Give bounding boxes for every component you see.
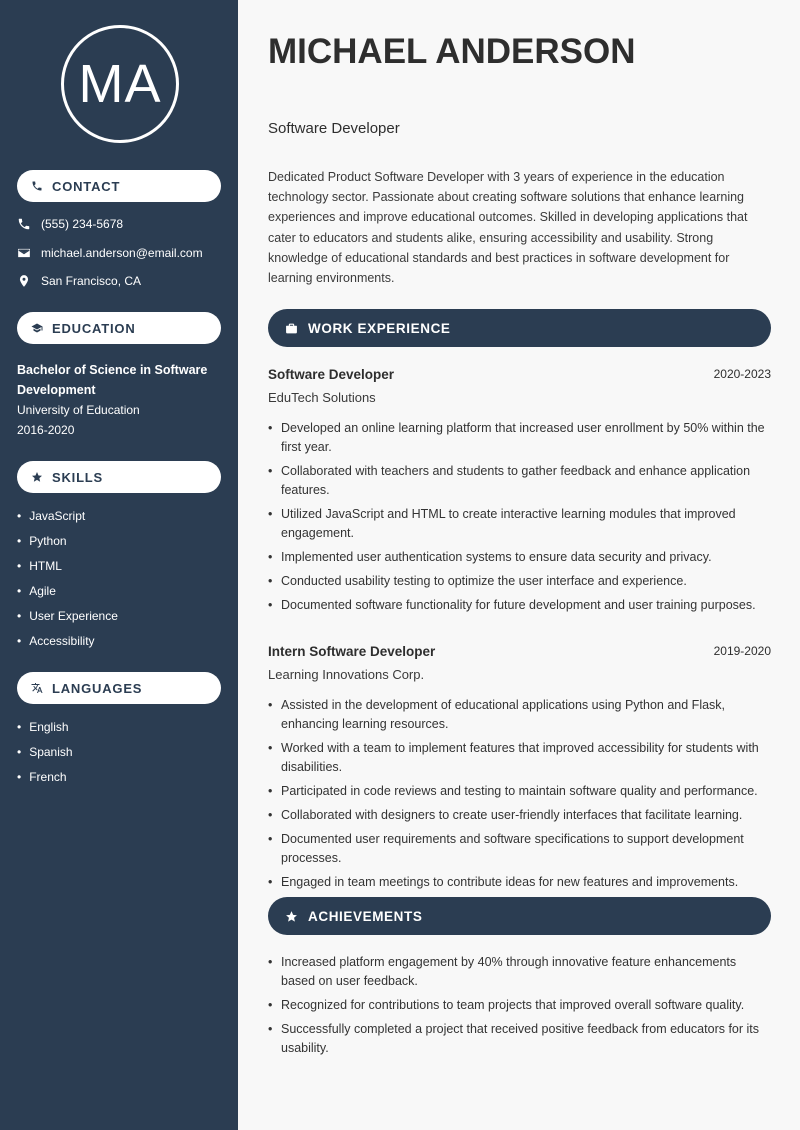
star-icon	[285, 910, 298, 923]
full-name: MICHAEL ANDERSON	[268, 32, 636, 71]
contact-location	[17, 274, 141, 288]
bullet-item: • Conducted usability testing to optimize the user interface and experience.	[268, 572, 771, 591]
job-company: EduTech Solutions	[268, 390, 376, 405]
education-heading-label: EDUCATION	[52, 320, 136, 336]
bullet-item: • Implemented user authentication systems to ensure data security and privacy.	[268, 548, 771, 567]
skills-heading	[17, 461, 221, 493]
skills-heading-label: SKILLS	[52, 469, 104, 485]
job-role: Software Developer	[268, 367, 395, 382]
job-role: Intern Software Developer	[268, 644, 436, 659]
job-title: Software Developer	[268, 120, 400, 137]
email-text: michael.anderson@email.com	[41, 246, 203, 260]
languages-heading-label: LANGUAGES	[52, 680, 143, 696]
contact-email	[17, 246, 203, 260]
achievement-item: • Successfully completed a project that received positive feedback from educators for its usability.	[268, 1020, 771, 1058]
language-item: • English	[17, 720, 73, 745]
contact-heading-label: CONTACT	[52, 178, 121, 194]
bullet-item: • Worked with a team to implement features that improved accessibility for students with disabilities.	[268, 739, 771, 777]
location-pin-icon	[17, 274, 31, 288]
job-bullets	[268, 696, 771, 892]
achievements-heading-label: ACHIEVEMENTS	[308, 908, 423, 924]
star-icon	[31, 471, 43, 483]
job-dates: 2019-2020	[713, 644, 771, 658]
phone-icon	[17, 217, 31, 231]
graduation-cap-icon	[31, 322, 43, 334]
bullet-item: • Documented user requirements and software specifications to support development processes.	[268, 830, 771, 868]
languages-heading	[17, 672, 221, 704]
profile-summary: Dedicated Product Software Developer with 3 years of experience in the education technology sector. Passionate about creating software solutions that enhance learning experiences and improve educational outcomes. Skilled in developing applications that cater to educators and students alike, ensuring accessibility and usability. Strong knowledge of educational standards and best practices in software development for learning environments.	[268, 170, 748, 286]
work-heading-label: WORK EXPERIENCE	[308, 320, 451, 336]
email-icon	[17, 246, 31, 260]
bullet-item: • Documented software functionality for future development and user training purposes.	[268, 596, 771, 615]
degree: Bachelor of Science in Software Development	[17, 363, 208, 397]
bullet-item: • Assisted in the development of educational applications using Python and Flask, enhancing learning resources.	[268, 696, 771, 734]
sidebar	[0, 0, 238, 1130]
translate-icon	[31, 682, 43, 694]
avatar-initials: MA	[61, 25, 179, 143]
bullet-item: • Developed an online learning platform that increased user enrollment by 50% within the first year.	[268, 419, 771, 457]
bullet-item: • Utilized JavaScript and HTML to create interactive learning modules that improved engagement.	[268, 505, 771, 543]
bullet-item: • Engaged in team meetings to contribute ideas for new features and improvements.	[268, 873, 771, 892]
work-experience-heading	[268, 309, 771, 347]
education-heading	[17, 312, 221, 344]
phone-icon	[31, 180, 43, 192]
skill-item: • HTML	[17, 559, 118, 584]
language-item: • Spanish	[17, 745, 73, 770]
achievement-bullets	[268, 953, 771, 1058]
school: University of Education	[17, 403, 140, 417]
location-text: San Francisco, CA	[41, 274, 142, 288]
skill-item: • JavaScript	[17, 509, 118, 534]
language-item: • French	[17, 770, 73, 795]
job-company: Learning Innovations Corp.	[268, 667, 425, 682]
briefcase-icon	[285, 322, 298, 335]
job-entry	[268, 644, 771, 897]
achievements-heading	[268, 897, 771, 935]
skill-item: • User Experience	[17, 609, 118, 634]
skills-list	[17, 509, 118, 659]
contact-phone	[17, 217, 123, 231]
achievement-item: • Increased platform engagement by 40% through innovative feature enhancements based on user feedback.	[268, 953, 771, 991]
skill-item: • Accessibility	[17, 634, 118, 659]
job-dates: 2020-2023	[713, 367, 771, 381]
bullet-item: • Collaborated with teachers and students to gather feedback and enhance application features.	[268, 462, 771, 500]
achievement-item: • Recognized for contributions to team projects that improved overall software quality.	[268, 996, 771, 1015]
contact-heading	[17, 170, 221, 202]
job-entry	[268, 367, 771, 620]
bullet-item: • Participated in code reviews and testing to maintain software quality and performance.	[268, 782, 771, 801]
skill-item: • Agile	[17, 584, 118, 609]
education-years: 2016-2020	[17, 423, 75, 437]
job-bullets	[268, 419, 771, 615]
languages-list	[17, 720, 73, 795]
achievements-section	[268, 939, 771, 1063]
skill-item: • Python	[17, 534, 118, 559]
bullet-item: • Collaborated with designers to create user-friendly interfaces that facilitate learning.	[268, 806, 771, 825]
phone-text: (555) 234-5678	[41, 217, 124, 231]
